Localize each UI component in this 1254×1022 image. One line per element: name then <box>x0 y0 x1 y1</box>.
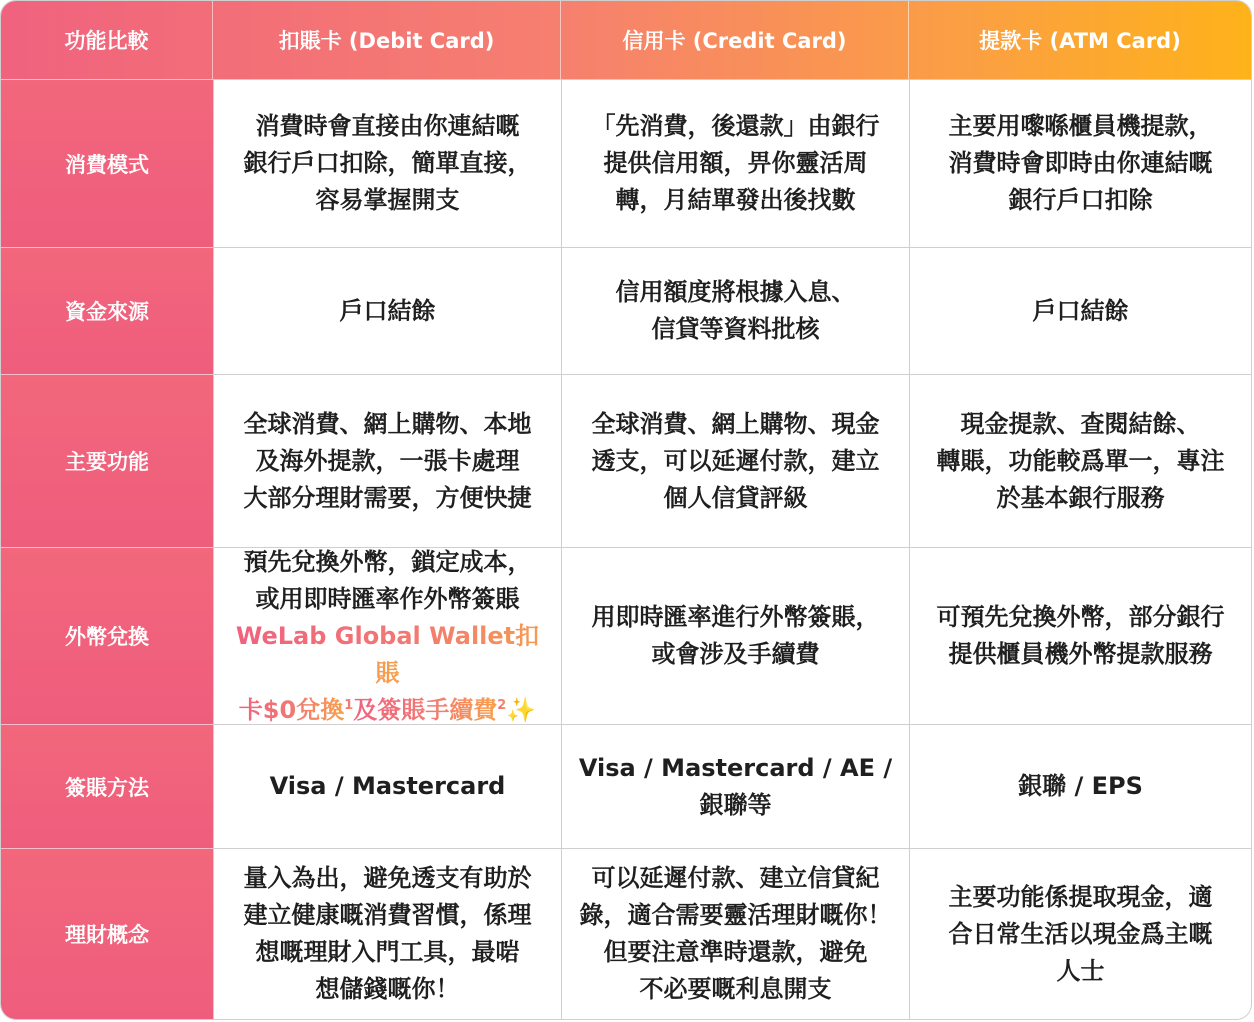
cell-atm-spending-mode: 主要用嚟喺櫃員機提款， 消費時會即時由你連結嘅 銀行戶口扣除 <box>909 79 1251 247</box>
sparkle-icon: ✨ <box>506 695 537 724</box>
header-atm-card: 提款卡 (ATM Card) <box>979 29 1181 53</box>
cell-credit-main-functions: 全球消費、網上購物、現金 透支，可以延遲付款，建立 個人信貸評級 <box>561 374 909 547</box>
header-feature-compare: 功能比較 <box>1 1 213 79</box>
cell-credit-fund-source: 信用額度將根據入息、 信貸等資料批核 <box>561 247 909 374</box>
row-label-finance-concept: 理財概念 <box>1 848 213 1019</box>
row-label-payment-method: 簽賬方法 <box>1 724 213 848</box>
row-label-fund-source: 資金來源 <box>1 247 213 374</box>
cell-credit-spending-mode: 「先消費，後還款」由銀行 提供信用額，畀你靈活周 轉，月結單發出後找數 <box>561 79 909 247</box>
cell-atm-payment-method: 銀聯 / EPS <box>909 724 1251 848</box>
footnote-marker-2: 2 <box>497 697 507 713</box>
welab-promo-line2a: 卡$0兌換 <box>238 695 345 724</box>
cell-credit-finance-concept: 可以延遲付款、建立信貸紀 錄，適合需要靈活理財嘅你！ 但要注意準時還款，避免 不必要嘅利息開支 <box>561 848 909 1019</box>
header-credit-card: 信用卡 (Credit Card) <box>561 1 909 79</box>
cell-debit-main-functions: 全球消費、網上購物、本地 及海外提款，一張卡處理 大部分理財需要，方便快捷 <box>213 374 561 547</box>
cell-credit-fx-exchange: 用即時匯率進行外幣簽賬， 或會涉及手續費 <box>561 547 909 724</box>
cell-atm-finance-concept: 主要功能係提取現金，適 合日常生活以現金爲主嘅 人士 <box>909 848 1251 1019</box>
row-label-fx-exchange: 外幣兌換 <box>1 547 213 724</box>
row-label-main-functions: 主要功能 <box>1 374 213 547</box>
cell-debit-finance-concept: 量入為出，避免透支有助於 建立健康嘅消費習慣，係理 想嘅理財入門工具，最啱 想儲錢嘅你！ <box>213 848 561 1019</box>
cell-debit-spending-mode: 消費時會直接由你連結嘅 銀行戶口扣除，簡單直接， 容易掌握開支 <box>213 79 561 247</box>
cell-debit-fx-exchange: 預先兌換外幣，鎖定成本， 或用即時匯率作外幣簽賬 WeLab Global Wallet扣賬 卡$0兌換$^1$及簽賬手續費$^2$✨ <box>213 547 561 724</box>
cell-debit-payment-method: Visa / Mastercard <box>213 724 561 848</box>
cell-credit-payment-method: Visa / Mastercard / AE / 銀聯等 <box>561 724 909 848</box>
cell-atm-fx-exchange: 可預先兌換外幣，部分銀行 提供櫃員機外幣提款服務 <box>909 547 1251 724</box>
header-debit-card: 扣賬卡 (Debit Card) <box>213 1 561 79</box>
welab-promo-line2b: 及簽賬手續費 <box>353 695 498 724</box>
footnote-marker-1: 1 <box>344 697 354 713</box>
cell-atm-main-functions: 現金提款、查閱結餘、 轉賬，功能較爲單一，專注 於基本銀行服務 <box>909 374 1251 547</box>
cell-atm-fund-source: 戶口結餘 <box>909 247 1251 374</box>
table-header <box>1 1 1251 79</box>
row-label-spending-mode: 消費模式 <box>1 79 213 247</box>
cell-debit-fund-source: 戶口結餘 <box>213 247 561 374</box>
welab-promo-line1: WeLab Global Wallet扣賬 <box>235 621 540 687</box>
